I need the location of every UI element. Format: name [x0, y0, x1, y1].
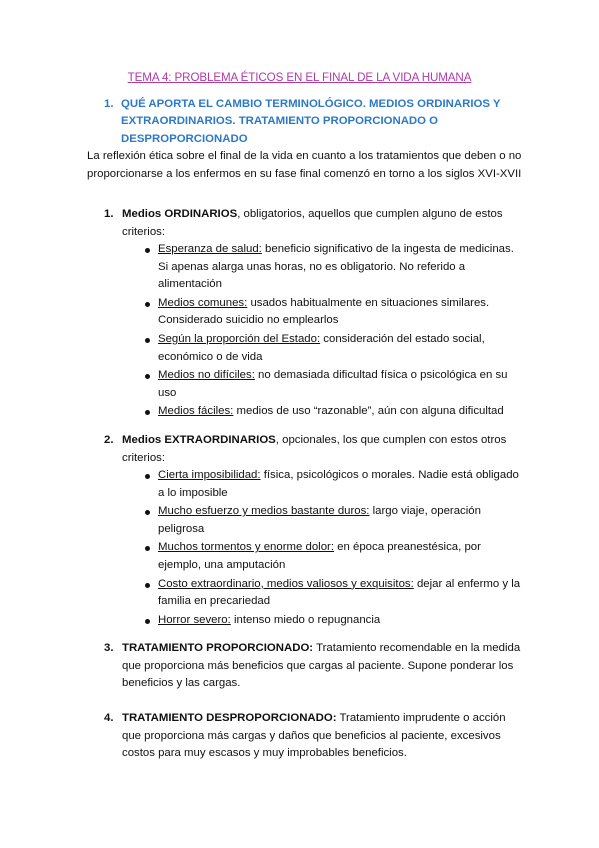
extraordinarios-criteria-list: [142, 467, 522, 630]
list-item-body: , obligatorios, aquellos que cumplen alguno de estos criterios:: [122, 208, 503, 238]
bullet-term: Mucho esfuerzo y medios bastante duros:: [158, 505, 370, 518]
bullet-text: física, psicológicos o morales. Nadie está obligado a lo imposible: [158, 469, 519, 499]
list-item-text: [122, 206, 524, 241]
document-title: TEMA 4: PROBLEMA ÉTICOS EN EL FINAL DE LA VIDA HUMANA: [127, 71, 472, 84]
bullet-item: [142, 241, 522, 294]
list-item-term: TRATAMIENTO PROPORCIONADO:: [122, 642, 314, 654]
bullet-icon: [145, 474, 150, 479]
bullet-text: usados habitualmente en situaciones similares. Considerado suicidio no emplearlos: [158, 296, 490, 327]
bullet-text: dejar al enfermo y la familia en precariedad: [158, 577, 521, 608]
bullet-icon: [145, 302, 150, 307]
bullet-item: [142, 331, 522, 366]
bullet-term: Medios no difíciles:: [158, 369, 255, 382]
list-item-number: 2.: [104, 434, 114, 446]
ordinarios-criteria-list: [142, 241, 522, 422]
list-item-number: 4.: [104, 712, 114, 724]
bullet-text: beneficio significativo de la ingesta de medicinas. Si apenas alarga unas horas, no es obligatorio. No referido a alimentación: [158, 243, 514, 291]
bullet-icon: [145, 583, 150, 588]
list-item-body: Tratamiento recomendable en la medida que proporciona más beneficios que cargas al paciente. Supone ponderar los beneficios y las cargas.: [122, 642, 521, 690]
bullet-item: [142, 539, 522, 574]
bullet-text: consideración del estado social, económico o de vida: [158, 332, 485, 363]
bullet-term: Según la proporción del Estado:: [158, 332, 321, 345]
list-item-number: 1.: [104, 208, 114, 220]
bullet-icon: [145, 619, 150, 624]
list-item-text: [122, 710, 524, 763]
bullet-item: [142, 612, 522, 630]
bullet-text: intenso miedo o repugnancia: [230, 613, 381, 626]
bullet-text: no demasiada dificultad física o psicológica en su uso: [158, 369, 508, 399]
list-item-term: Medios EXTRAORDINARIOS: [122, 434, 276, 446]
bullet-text: largo viaje, operación peligrosa: [158, 505, 481, 535]
bullet-term: Medios fáciles:: [158, 405, 234, 418]
list-item-body: , opcionales, los que cumplen con estos otros criterios:: [122, 434, 507, 464]
bullet-text: en época preanestésica, por ejemplo, una amputación: [158, 541, 481, 571]
intro-paragraph: La reflexión ética sobre el final de la vida en cuanto a los tratamientos que deben o no proporcionarse a los enfermos en su fase final comenzó en torno a los siglos XVI-XVII: [87, 150, 522, 180]
list-item-extraordinarios: [104, 432, 524, 467]
list-item-body: Tratamiento imprudente o acción que proporciona más cargas y daños que beneficios al paciente, excesivos costos para muy escasos y muy improbables beneficios.: [122, 712, 506, 760]
bullet-term: Esperanza de salud:: [158, 243, 262, 255]
list-item-text: [122, 640, 524, 693]
bullet-icon: [145, 510, 150, 515]
list-item-proporcionado: [104, 640, 524, 693]
section-heading: [104, 96, 524, 148]
bullet-term: Horror severo:: [158, 613, 231, 626]
bullet-item: [142, 503, 522, 538]
bullet-icon: [145, 410, 150, 415]
bullet-icon: [145, 248, 150, 253]
list-item-term: Medios ORDINARIOS: [122, 208, 238, 220]
bullet-item: [142, 403, 522, 421]
bullet-item: [142, 367, 522, 402]
bullet-term: Cierta imposibilidad:: [158, 469, 261, 481]
section-heading-text: QUÉ APORTA EL CAMBIO TERMINOLÓGICO. MEDIOS ORDINARIOS Y EXTRAORDINARIOS. TRATAMIENTO PROPORCIONADO O DESPROPORCIONADO: [121, 98, 501, 145]
bullet-item: [142, 576, 522, 611]
bullet-item: [142, 467, 522, 502]
bullet-text: medios de uso “razonable”, aún con alguna dificultad: [233, 405, 504, 418]
bullet-term: Costo extraordinario, medios valiosos y exquisitos:: [158, 577, 414, 590]
bullet-icon: [145, 338, 150, 343]
list-item-text: [122, 432, 524, 467]
bullet-term: Muchos tormentos y enorme dolor:: [158, 541, 334, 554]
bullet-icon: [145, 546, 150, 551]
list-item-ordinarios: [104, 206, 524, 241]
bullet-icon: [145, 374, 150, 379]
section-number: 1.: [104, 98, 114, 110]
list-item-desproporcionado: [104, 710, 524, 763]
list-item-number: 3.: [104, 642, 114, 654]
list-item-term: TRATAMIENTO DESPROPORCIONADO:: [122, 712, 337, 724]
bullet-term: Medios comunes:: [158, 296, 248, 309]
bullet-item: [142, 295, 522, 330]
